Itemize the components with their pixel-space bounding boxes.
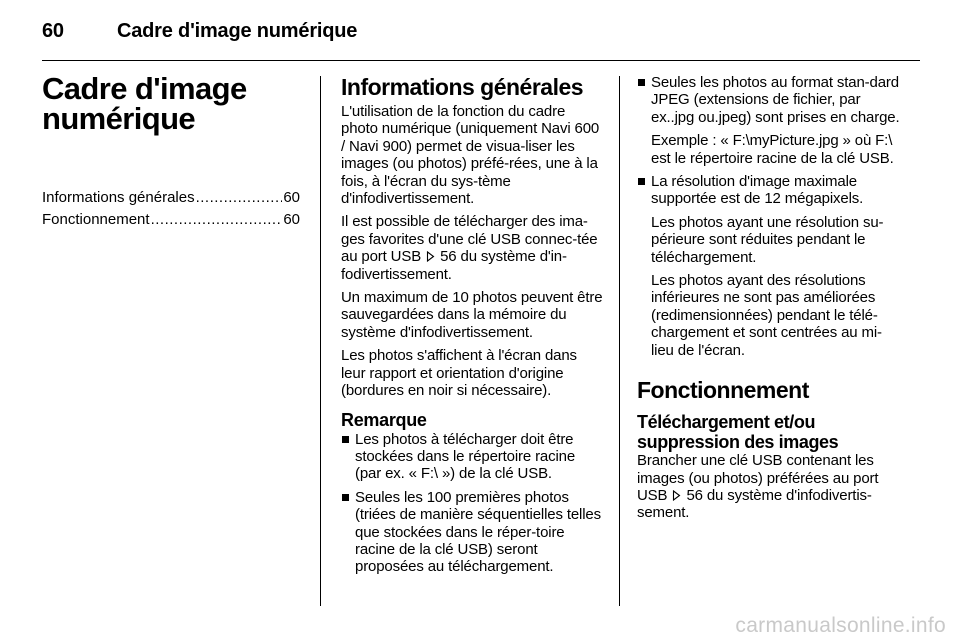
- paragraph-memory: Un maximum de 10 photos peuvent être sauvegardées dans la mémoire du système d'infodivertissement.: [341, 289, 603, 341]
- remark-heading: Remarque: [341, 409, 427, 430]
- paragraph-display: Les photos s'affichent à l'écran dans leur rapport et orientation d'origine (bordures en noir si nécessaire).: [341, 347, 577, 400]
- remark-bullet: Les photos à télécharger doit être stockées dans le répertoire racine (par ex. « F:\ ») de la clé USB.: [341, 431, 604, 483]
- resolution-note: Les photos ayant une résolution su-périeure sont réduites pendant le téléchargement.: [651, 213, 884, 266]
- page-number: 60: [42, 20, 64, 42]
- header-rule: [42, 60, 920, 61]
- column-divider-2: [619, 76, 620, 606]
- section-heading-operation: Fonctionnement: [637, 377, 809, 404]
- running-title: Cadre d'image numérique: [117, 20, 358, 42]
- paragraph-download: [341, 213, 604, 283]
- page-header: [0, 0, 960, 64]
- resolution-note: Les photos ayant des résolutions inférieures ne sont pas améliorées (redimensionnées) pendant le télé-chargement et sont centrées au mi-lieu de l'écran.: [651, 272, 882, 359]
- example-text: Exemple : « F:\myPicture.jpg » où F:\ est le répertoire racine de la clé USB.: [651, 132, 894, 167]
- text: 56 du système d'in-fodivertissement.: [341, 248, 567, 283]
- cross-reference-arrow-icon[interactable]: [426, 251, 435, 262]
- toc-label: Fonctionnement: [42, 211, 150, 228]
- paragraph-usb: [637, 452, 902, 522]
- column-divider-1: [320, 76, 321, 606]
- remark-bullet: Seules les photos au format stan-dard JPEG (extensions de fichier, par ex..jpg ou.jpeg) sont prises en charge.: [637, 74, 902, 126]
- subsection-heading: Téléchargement et/ou suppression des images: [637, 412, 839, 453]
- toc-page: 60: [283, 211, 300, 228]
- toc-leader-dots: [196, 187, 283, 209]
- watermark: carmanualsonline.info: [735, 614, 946, 637]
- cross-reference-arrow-icon[interactable]: [672, 490, 681, 501]
- toc-page: 60: [283, 189, 300, 206]
- chapter-title-line-2: numérique: [42, 101, 196, 136]
- chapter-column: [42, 71, 300, 231]
- chapter-title: [42, 71, 300, 136]
- text: Brancher une clé USB contenant les images (ou photos) préférées au port USB: [637, 452, 879, 504]
- section-heading-general: Informations générales: [341, 74, 584, 100]
- toc-leader-dots: [151, 209, 283, 231]
- chapter-title-line-1: Cadre d'image: [42, 71, 247, 106]
- paragraph-intro: L'utilisation de la fonction du cadre photo numérique (uniquement Navi 600 / Navi 900) permet de visua-liser les images (ou photos) préfé-rées, une à la fois, à l'écran du sys-tème d'infodivertissement.: [341, 103, 600, 208]
- operation-column: [637, 74, 902, 528]
- general-info-column: [341, 74, 604, 582]
- remark-bullet: Seules les 100 premières photos (triées de manière séquentielles telles que stockées dans le réper-toire racine de la clé USB) seront proposées au téléchargement.: [341, 489, 604, 576]
- text: 56 du système d'infodivertis-sement.: [637, 486, 872, 522]
- toc-entry-operation[interactable]: [42, 209, 300, 231]
- text: Il est possible de télécharger des ima-ges favorites d'une clé USB connec-tée au port USB: [341, 213, 598, 266]
- remark-bullet: La résolution d'image maximale supportée est de 12 mégapixels.: [637, 173, 902, 208]
- toc-entry-general[interactable]: [42, 187, 300, 209]
- toc-label: Informations générales: [42, 189, 195, 206]
